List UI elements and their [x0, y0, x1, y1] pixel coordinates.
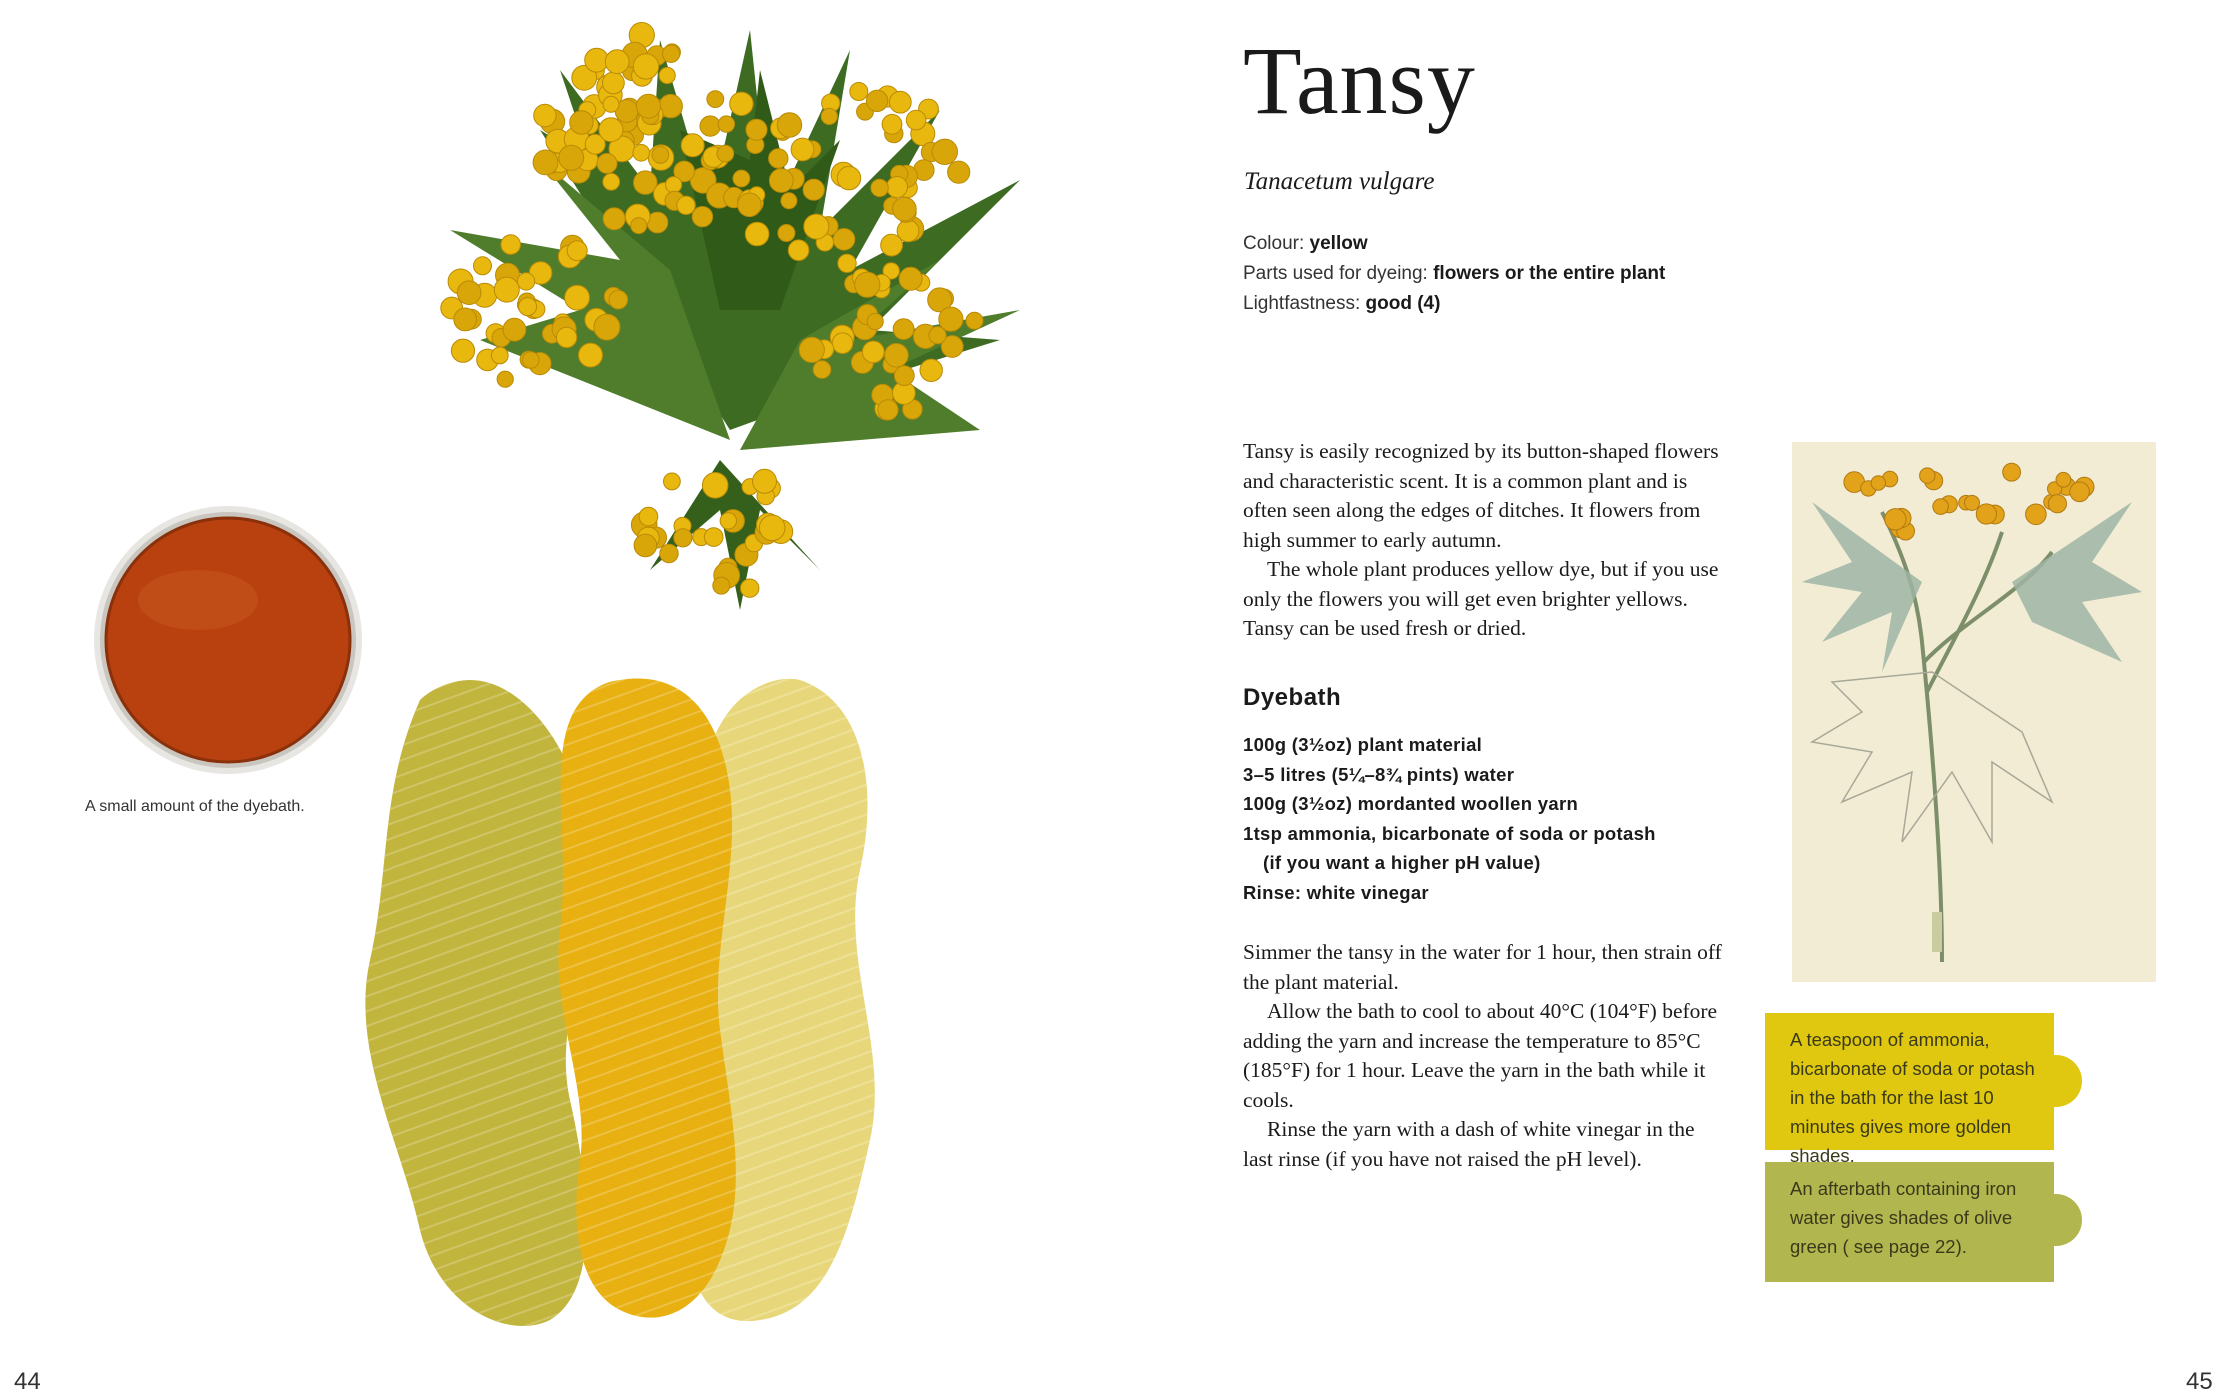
- flower-head: [605, 50, 629, 74]
- flower-head: [497, 371, 513, 387]
- method-paragraph-3: Rinse the yarn with a dash of white vinegar in the last rinse (if you have not raised the pH level).: [1243, 1117, 1695, 1171]
- flower-head: [746, 119, 767, 140]
- flower-head: [966, 312, 983, 329]
- flower-head: [906, 110, 926, 130]
- dyebath-caption: A small amount of the dyebath.: [85, 798, 305, 815]
- flower-head: [2070, 482, 2090, 502]
- flower-head: [855, 272, 880, 297]
- flower-head: [2026, 504, 2047, 525]
- flower-head: [501, 235, 521, 255]
- flower-head: [1871, 476, 1885, 490]
- flower-head: [2003, 463, 2021, 481]
- flower-head: [603, 208, 625, 230]
- flower-head: [753, 469, 777, 493]
- flower-head: [633, 54, 658, 79]
- yarn-skeins-photo: [360, 670, 1020, 1350]
- flower-head: [454, 308, 477, 331]
- intro-paragraph-2: The whole plant produces yellow dye, but if you use only the flowers you will get even brighter yellows. Tansy can be used fresh or dried.: [1243, 557, 1719, 640]
- ingredients-list: [1243, 730, 1763, 907]
- method-text: [1243, 938, 1723, 1174]
- flower-head: [1920, 468, 1935, 483]
- yarn-skein-golden: [558, 678, 735, 1317]
- flower-head: [717, 145, 734, 162]
- dyebath-heading: Dyebath: [1243, 684, 1342, 711]
- flower-head: [718, 116, 734, 132]
- flower-head: [565, 285, 590, 310]
- flower-head: [597, 153, 617, 173]
- flower-head: [707, 91, 724, 108]
- flower-head: [517, 273, 534, 290]
- flower-head: [781, 193, 797, 209]
- flower-head: [556, 327, 576, 347]
- flower-head: [692, 207, 712, 227]
- flower-head: [741, 579, 759, 597]
- flower-head: [850, 83, 868, 101]
- flower-head: [862, 341, 884, 363]
- meta-parts: [1243, 259, 1665, 289]
- ingredient-item: 100g (3½oz) mordanted woollen yarn: [1243, 793, 1579, 814]
- meta-lightfastness-value: good (4): [1365, 293, 1441, 314]
- tip-box-olive: [1765, 1162, 2054, 1282]
- dyebath-dish-photo: [88, 500, 368, 780]
- flower-head: [720, 513, 736, 529]
- meta-parts-value: flowers or the entire plant: [1433, 263, 1666, 284]
- flower-head: [660, 544, 678, 562]
- intro-paragraph-1: Tansy is easily recognized by its button-shaped flowers and characteristic scent. It is a common plant and is often seen along the edges of ditches. It flowers from high summer to early autumn.: [1243, 439, 1719, 552]
- flower-head: [599, 118, 623, 142]
- flower-head: [634, 534, 657, 557]
- flower-head: [1885, 509, 1906, 530]
- meta-parts-label: Parts used for dyeing:: [1243, 263, 1428, 284]
- flower-head: [929, 327, 946, 344]
- flower-head: [882, 114, 902, 134]
- flower-head: [603, 173, 620, 190]
- flower-head: [603, 72, 625, 94]
- flower-head: [457, 281, 481, 305]
- flower-head: [821, 108, 837, 124]
- flower-head: [503, 318, 526, 341]
- flower-head: [745, 222, 769, 246]
- meta-lightfastness: [1243, 289, 1440, 319]
- flower-head: [700, 116, 720, 136]
- meta-colour: [1243, 229, 1368, 259]
- flower-head: [559, 145, 584, 170]
- intro-text: [1243, 437, 1723, 644]
- tip-box-golden: [1765, 1013, 2054, 1166]
- flower-head: [769, 169, 793, 193]
- flower-head: [677, 196, 695, 214]
- flower-head: [881, 234, 903, 256]
- flower-head: [759, 515, 785, 541]
- flower-head: [833, 229, 855, 251]
- flower-head: [733, 170, 750, 187]
- flower-head: [899, 267, 922, 290]
- flower-head: [866, 90, 887, 111]
- flower-head: [885, 344, 909, 368]
- flower-head: [887, 177, 908, 198]
- flower-head: [451, 339, 474, 362]
- flower-head: [713, 577, 730, 594]
- flower-head: [633, 145, 650, 162]
- flower-head: [491, 347, 508, 364]
- tip-text: An afterbath containing iron water gives shades of olive green ( see page 22).: [1790, 1178, 2017, 1257]
- flower-head: [2048, 495, 2066, 513]
- flower-head: [666, 177, 682, 193]
- yarn-skein-greenish: [365, 680, 594, 1326]
- flower-head: [674, 529, 692, 547]
- flower-head: [871, 179, 888, 196]
- page-number-right: 45: [2186, 1368, 2213, 1395]
- flower-head: [681, 134, 704, 157]
- flower-head: [894, 366, 914, 386]
- flower-head: [730, 92, 753, 115]
- flower-head: [799, 337, 824, 362]
- flower-head: [659, 67, 675, 83]
- flower-head: [634, 171, 657, 194]
- tip-text: A teaspoon of ammonia, bicarbonate of soda or potash in the bath for the last 10 minutes gives more golden shades.: [1790, 1029, 2035, 1166]
- flower-head: [631, 218, 647, 234]
- meta-colour-value: yellow: [1309, 233, 1368, 254]
- page-number-left: 44: [14, 1368, 41, 1395]
- flower-head: [637, 94, 661, 118]
- flower-head: [738, 193, 762, 217]
- flower-head: [791, 138, 814, 161]
- method-paragraph-1: Simmer the tansy in the water for 1 hour, then strain off the plant material.: [1243, 940, 1722, 994]
- flower-head: [534, 104, 556, 126]
- flower-head: [813, 361, 831, 379]
- meta-lightfastness-label: Lightfastness:: [1243, 293, 1361, 314]
- flower-head: [948, 161, 970, 183]
- flower-head: [579, 343, 603, 367]
- meta-colour-label: Colour:: [1243, 233, 1305, 254]
- flower-head: [803, 179, 824, 200]
- flower-head: [788, 240, 809, 261]
- flower-head: [837, 166, 860, 189]
- flower-head: [533, 150, 558, 175]
- flower-head: [474, 257, 492, 275]
- flower-head: [594, 314, 620, 340]
- flower-head: [867, 313, 883, 329]
- ingredient-item: Rinse: white vinegar: [1243, 881, 1429, 903]
- flower-head: [494, 277, 519, 302]
- flower-head: [1965, 495, 1980, 510]
- flower-head: [1976, 504, 1996, 524]
- ingredient-item-note: (if you want a higher pH value): [1263, 852, 1541, 873]
- flower-head: [769, 149, 788, 168]
- flower-head: [804, 214, 829, 239]
- flower-head: [893, 197, 917, 221]
- flower-head: [932, 139, 957, 164]
- flower-head: [664, 473, 681, 490]
- flower-head: [662, 45, 679, 62]
- ingredient-item: 1tsp ammonia, bicarbonate of soda or potash: [1243, 822, 1656, 844]
- method-paragraph-2: Allow the bath to cool to about 40°C (104°F) before adding the yarn and increase the temperature to 85°C (185°F) for 1 hour. Leave the yarn in the bath while it cools.: [1243, 999, 1718, 1112]
- flower-head: [609, 290, 628, 309]
- flower-head: [652, 146, 669, 163]
- flower-head: [702, 473, 728, 499]
- flower-head: [838, 254, 856, 272]
- flower-head: [704, 528, 723, 547]
- flower-head: [893, 319, 914, 340]
- ingredient-item: 100g (3½oz) plant material: [1243, 734, 1483, 755]
- ingredient-item: 3–5 litres (5¼–8¾ pints) water: [1243, 763, 1515, 785]
- flower-head: [523, 352, 540, 369]
- flower-head: [519, 298, 537, 316]
- flower-head: [920, 359, 942, 381]
- flower-head: [832, 333, 853, 354]
- flower-head: [2056, 472, 2071, 487]
- page-title: Tansy: [1243, 27, 1476, 134]
- flower-head: [777, 113, 801, 137]
- flower-head: [878, 400, 898, 420]
- flower-head: [889, 91, 911, 113]
- tansy-bouquet-photo: [420, 10, 1040, 710]
- flower-head: [570, 111, 593, 134]
- flower-head: [778, 225, 795, 242]
- botanical-illustration: [1792, 442, 2156, 982]
- flower-head: [567, 241, 587, 261]
- flower-head: [1933, 499, 1949, 515]
- flower-head: [639, 507, 658, 526]
- latin-name: Tanacetum vulgare: [1244, 168, 1435, 195]
- flower-head: [603, 96, 619, 112]
